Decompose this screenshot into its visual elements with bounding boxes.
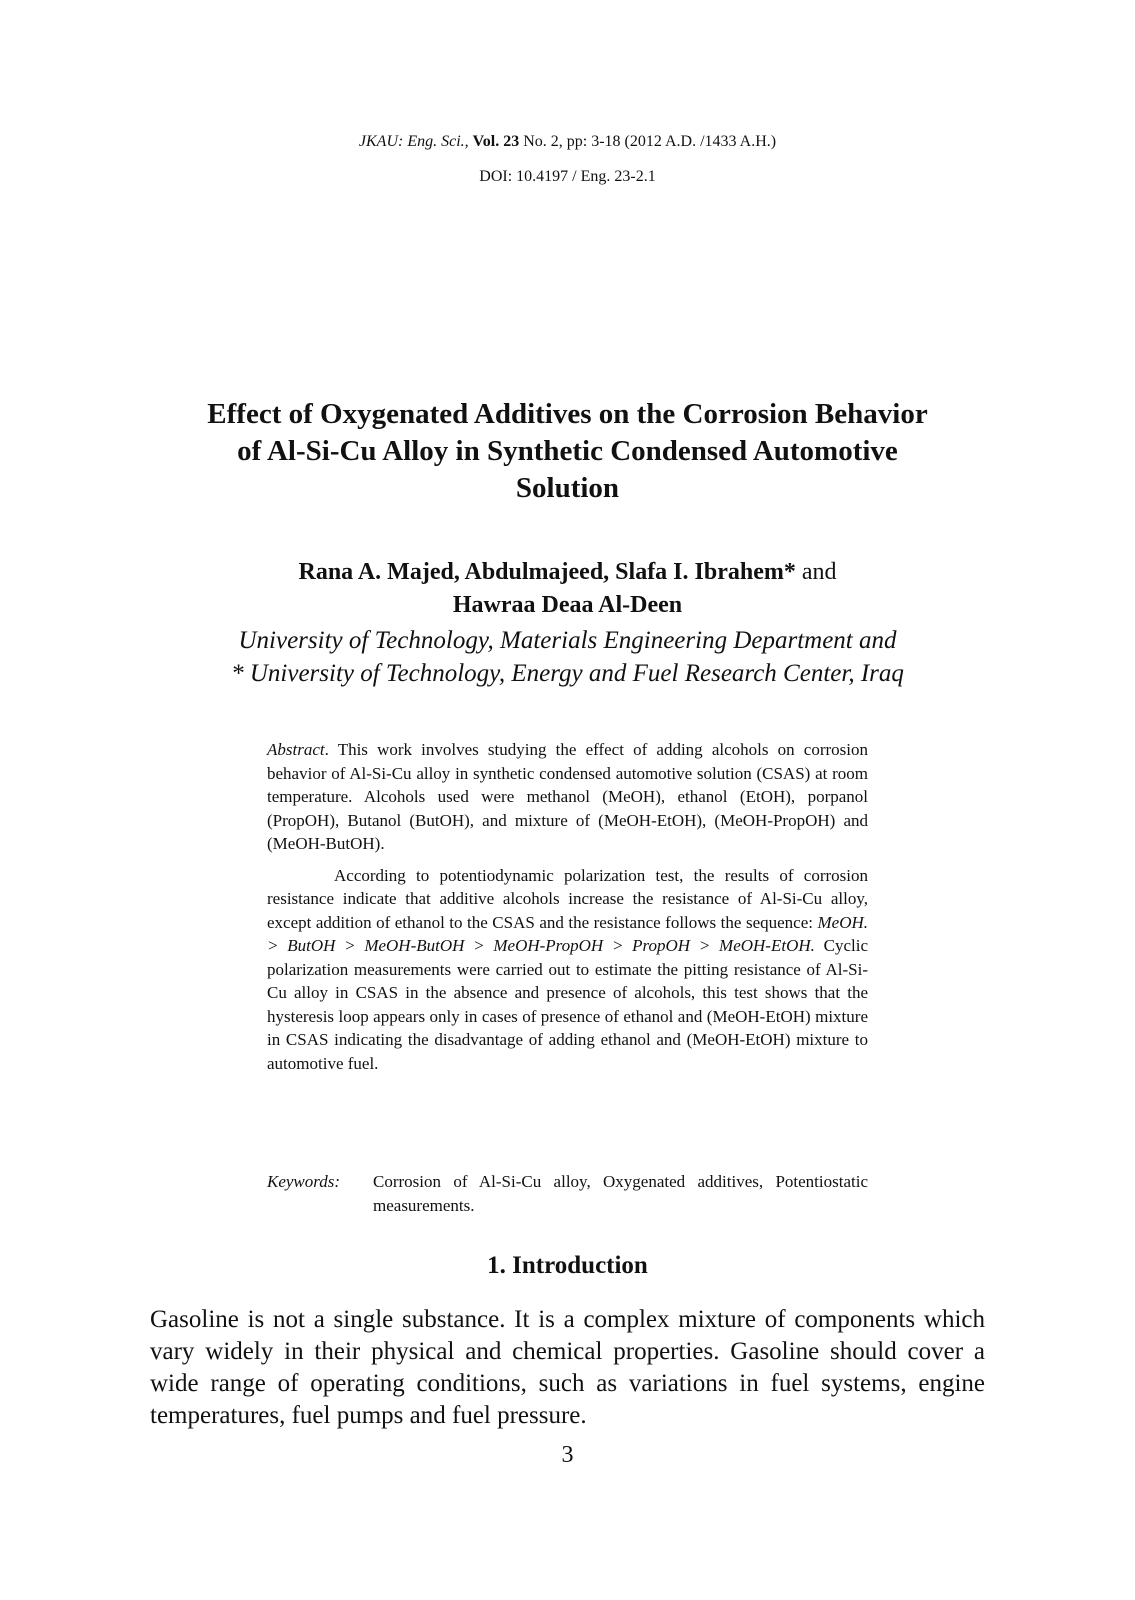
doi: DOI: 10.4197 / Eng. 23-2.1 (479, 168, 656, 185)
author-names-line-1: Rana A. Majed, Abdulmajeed, Slafa I. Ibrahem* (298, 559, 796, 585)
title-line-1: Effect of Oxygenated Additives on the Corrosion Behavior (207, 398, 928, 430)
volume-label: Vol. 23 (472, 133, 520, 150)
title-line-2: of Al-Si-Cu Alloy in Synthetic Condensed Automotive (237, 435, 898, 467)
abstract-text-1: . This work involves studying the effect of adding alcohols on corrosion behavior of Al-Si-Cu alloy in synthetic condensed automotive solution (CSAS) at room temperature. Alcohols used were methanol (MeOH), ethanol (EtOH), porpanol (PropOH), Butanol (ButOH), and mixture of (MeOH-EtOH), (MeOH-PropOH) and (MeOH-ButOH). (267, 740, 868, 853)
affiliation-line-1: University of Technology, Materials Engineering Department and (238, 627, 897, 654)
journal-citation (0, 133, 1135, 151)
abstract-text-2-start: According to potentiodynamic polarization test, the results of corrosion resistance indicate that additive alcohols increase the resistance of Al-Si-Cu alloy, except addition of ethanol to the CSAS and the resistance follows the sequence: (267, 865, 868, 932)
journal-name: JKAU: Eng. Sci., (358, 133, 469, 150)
author-list (100, 556, 1035, 622)
affiliations (100, 624, 1035, 690)
abstract (267, 738, 868, 1075)
paper-title (100, 396, 1035, 507)
section-heading: 1. Introduction (487, 1252, 648, 1279)
author-conjunction: and (795, 559, 837, 585)
affiliation-line-2: * University of Technology, Energy and Fuel Research Center, Iraq (231, 660, 904, 687)
keywords-text: Corrosion of Al-Si-Cu alloy, Oxygenated additives, Potentiostatic measurements. (373, 1172, 868, 1215)
page-number: 3 (561, 1442, 574, 1468)
resistance-sequence: MeOH. > ButOH > MeOH-ButOH > MeOH-PropOH > PropOH > MeOH-EtOH. (267, 912, 868, 955)
issue-pages: No. 2, pp: 3-18 (2012 A.D. /1433 A.H.) (519, 133, 777, 150)
abstract-label: Abstract (267, 740, 325, 759)
keywords (267, 1170, 868, 1217)
author-names-line-2: Hawraa Deaa Al-Deen (452, 592, 683, 618)
abstract-text-2-end: Cyclic polarization measurements were carried out to estimate the pitting resistance of Al-Si-Cu alloy in CSAS in the absence and presence of alcohols, this test shows that the hysteresis loop appears only in cases of presence of ethanol and (MeOH-EtOH) mixture in CSAS indicating the disadvantage of adding ethanol and (MeOH-EtOH) mixture to automotive fuel. (267, 936, 868, 1073)
title-line-3: Solution (515, 472, 620, 504)
intro-paragraph: Gasoline is not a single substance. It is a complex mixture of components which vary widely in their physical and chemical properties. Gasoline should cover a wide range of operating conditions, such as variations in fuel systems, engine temperatures, fuel pumps and fuel pressure. (150, 1306, 985, 1429)
keywords-label: Keywords: (267, 1172, 341, 1191)
abstract-paragraph-1 (267, 738, 868, 856)
abstract-paragraph-2 (267, 864, 868, 1076)
